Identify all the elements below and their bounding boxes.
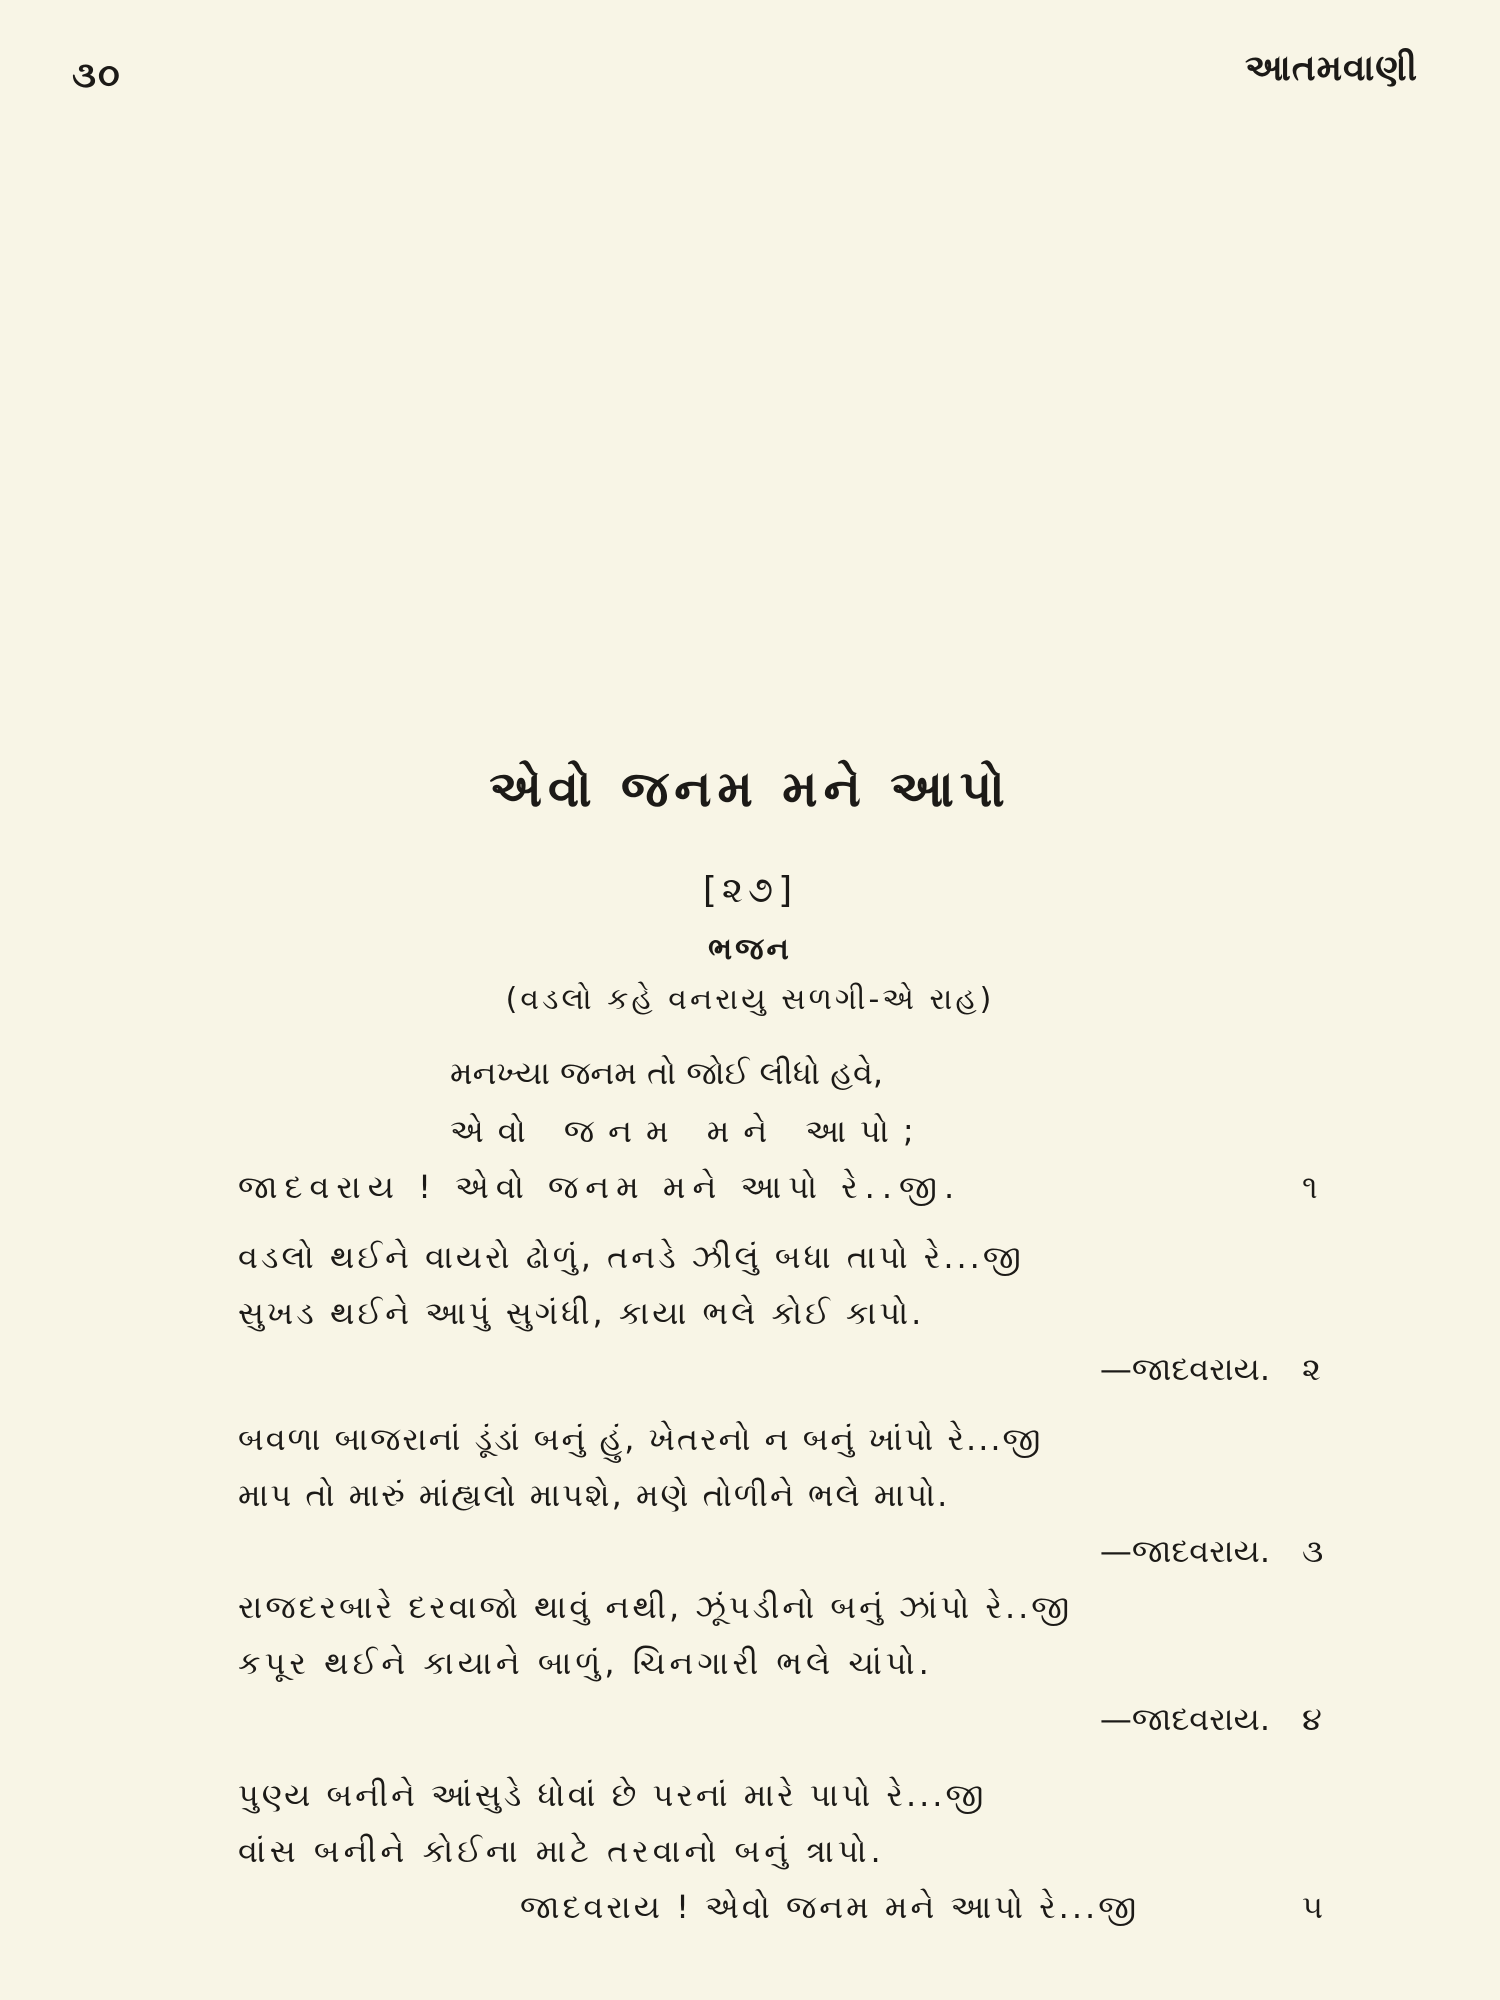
stanza-number-5: ૫ <box>1302 1888 1324 1926</box>
stanza-5-refrain: જાદવરાય ! એવો જનમ મને આપો રે...જી <box>520 1888 1140 1926</box>
stanza-4-line-2: કપૂર થઈને કાયાને બાળું, ચિનગારી ભલે ચાંપો. <box>238 1644 933 1682</box>
stanza-2-refrain: —જાદવરાય. <box>1099 1350 1270 1388</box>
stanza-number-2: ૨ <box>1302 1350 1321 1388</box>
poem-title: એવો જનમ મને આપો <box>489 760 1011 818</box>
stanza-number-1: ૧ <box>1302 1168 1318 1206</box>
stanza-4-refrain: —જાદવરાય. <box>1099 1700 1270 1738</box>
stanza-5-line-2: વાંસ બનીને કોઈના માટે તરવાનો બનું ત્રાપો. <box>238 1832 885 1870</box>
poem-number: [૨૭] <box>702 870 798 911</box>
opening-line-2: એવો જનમ મને આપો; <box>450 1112 928 1150</box>
stanza-number-3: ૩ <box>1302 1532 1324 1570</box>
poem-tune: (વડલો કહે વનરાયુ સળગી-એ રાહ) <box>505 982 995 1017</box>
opening-refrain: જાદવરાય ! એવો જનમ મને આપો રે..જી. <box>238 1168 962 1206</box>
stanza-3-refrain: —જાદવરાય. <box>1099 1532 1270 1570</box>
stanza-2-line-2: સુખડ થઈને આપું સુગંધી, કાયા ભલે કોઈ કાપો. <box>238 1294 925 1332</box>
stanza-3-line-2: માપ તો મારું માંહ્યલો માપશે, મણે તોળીને ભલે માપો. <box>238 1476 950 1514</box>
stanza-4-line-1: રાજદરબારે દરવાજો થાવું નથી, ઝૂંપડીનો બનું ઝાંપો રે..જી <box>238 1588 1073 1626</box>
stanza-5-line-1: પુણ્ય બનીને આંસુડે ધોવાં છે પરનાં મારે પાપો રે...જી <box>238 1776 987 1814</box>
stanza-3-line-1: બવળા બાજરાનાં ડૂંડાં બનું હું, ખેતરનો ન બનું ખાંપો રે...જી <box>238 1420 1043 1458</box>
running-head: આતમવાણી <box>1244 48 1418 89</box>
stanza-2-line-1: વડલો થઈને વાયરો ઢોળું, તનડે ઝીલું બધા તાપો રે...જી <box>238 1238 1024 1276</box>
page-number: ૩૦ <box>72 55 122 96</box>
opening-line-1: મનખ્યા જનમ તો જોઈ લીધો હવે, <box>450 1054 884 1092</box>
stanza-number-4: ૪ <box>1302 1700 1322 1738</box>
poem-genre: ભજન <box>708 932 792 967</box>
